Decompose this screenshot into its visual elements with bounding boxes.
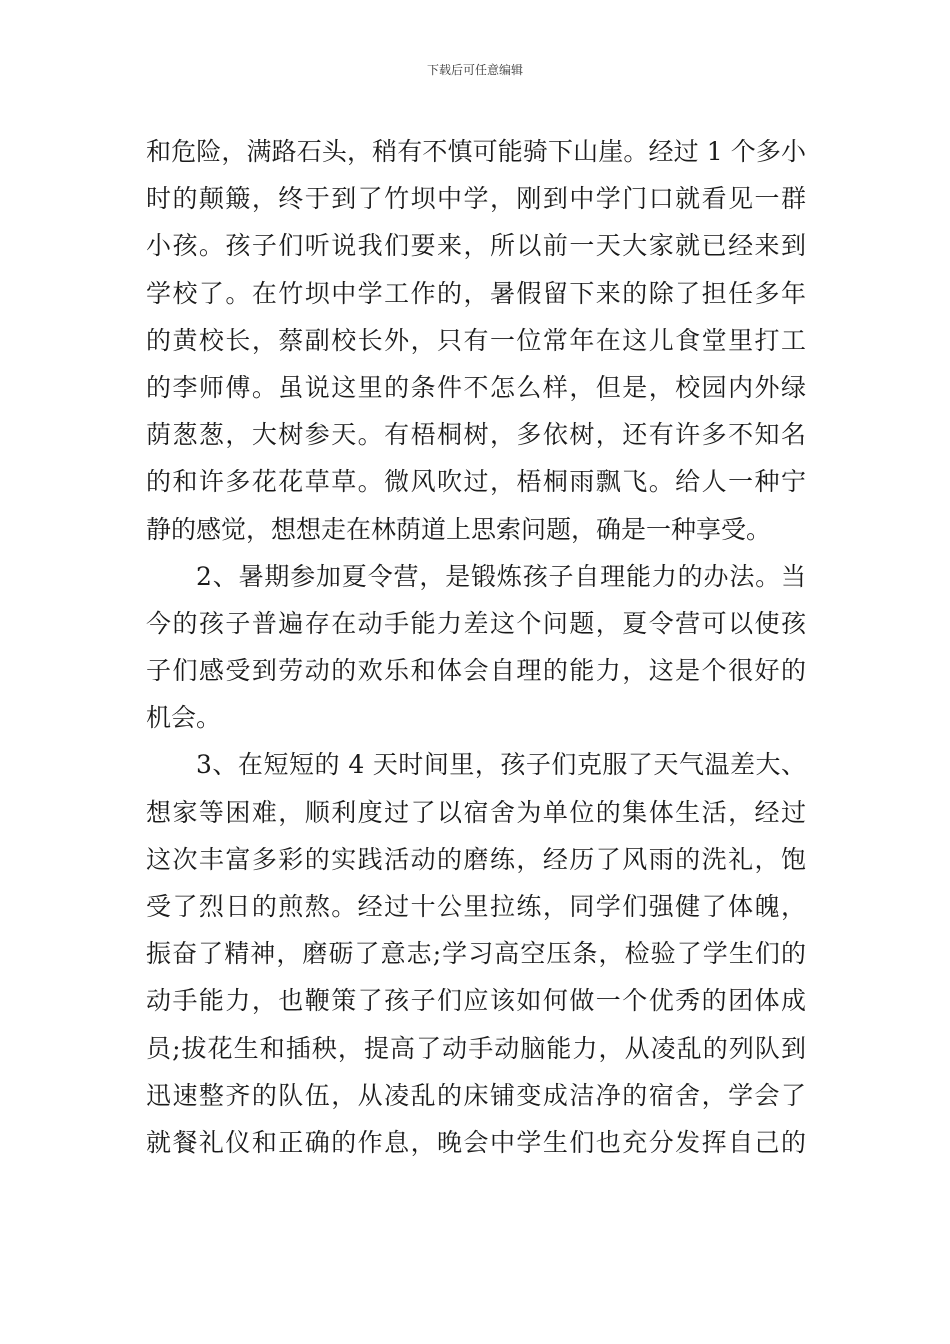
text-line: 这次丰富多彩的实践活动的磨练，经历了风雨的洗礼，饱 [146,844,806,874]
text-line: 的和许多花花草草。微风吹过，梧桐雨飘飞。给人一种宁 [146,467,806,497]
text-line: 的李师傅。虽说这里的条件不怎么样，但是，校园内外绿 [146,372,806,402]
page-header: 下载后可任意编辑 [426,63,523,77]
text-line: 振奋了精神，磨砺了意志;学习高空压条，检验了学生们的 [146,939,806,969]
text-line: 机会。 [146,703,222,733]
text-line: 迅速整齐的队伍，从凌乱的床铺变成洁净的宿舍，学会了 [146,1080,806,1110]
text-line: 的黄校长，蔡副校长外，只有一位常年在这儿食堂里打工 [146,325,806,355]
text-line: 动手能力，也鞭策了孩子们应该如何做一个优秀的团体成 [146,986,806,1016]
text-line: 3、在短短的 4 天时间里，孩子们克服了天气温差大、 [196,750,806,780]
body-text [146,128,806,1166]
text-line: 受了烈日的煎熬。经过十公里拉练，同学们强健了体魄， [146,892,806,921]
text-line: 2、暑期参加夏令营，是锻炼孩子自理能力的办法。当 [196,561,806,591]
text-line: 和危险，满路石头，稍有不慎可能骑下山崖。经过 1 个多小 [146,137,806,166]
text-line: 小孩。孩子们听说我们要来，所以前一天大家就已经来到 [146,231,806,261]
text-line: 荫葱葱，大树参天。有梧桐树，多依树，还有许多不知名 [146,420,806,450]
text-line: 员;拔花生和插秧，提高了动手动脑能力，从凌乱的列队到 [146,1033,806,1063]
text-line: 学校了。在竹坝中学工作的，暑假留下来的除了担任多年 [146,278,806,308]
text-line: 子们感受到劳动的欢乐和体会自理的能力，这是个很好的 [146,656,806,686]
text-line: 今的孩子普遍存在动手能力差这个问题，夏令营可以使孩 [146,608,806,638]
text-line: 时的颠簸，终于到了竹坝中学，刚到中学门口就看见一群 [146,184,806,214]
text-line: 想家等困难，顺利度过了以宿舍为单位的集体生活，经过 [146,797,806,827]
text-line: 静的感觉，想想走在林荫道上思索问题，确是一种享受。 [146,514,772,544]
text-line: 就餐礼仪和正确的作息，晚会中学生们也充分发挥自己的 [146,1127,806,1157]
